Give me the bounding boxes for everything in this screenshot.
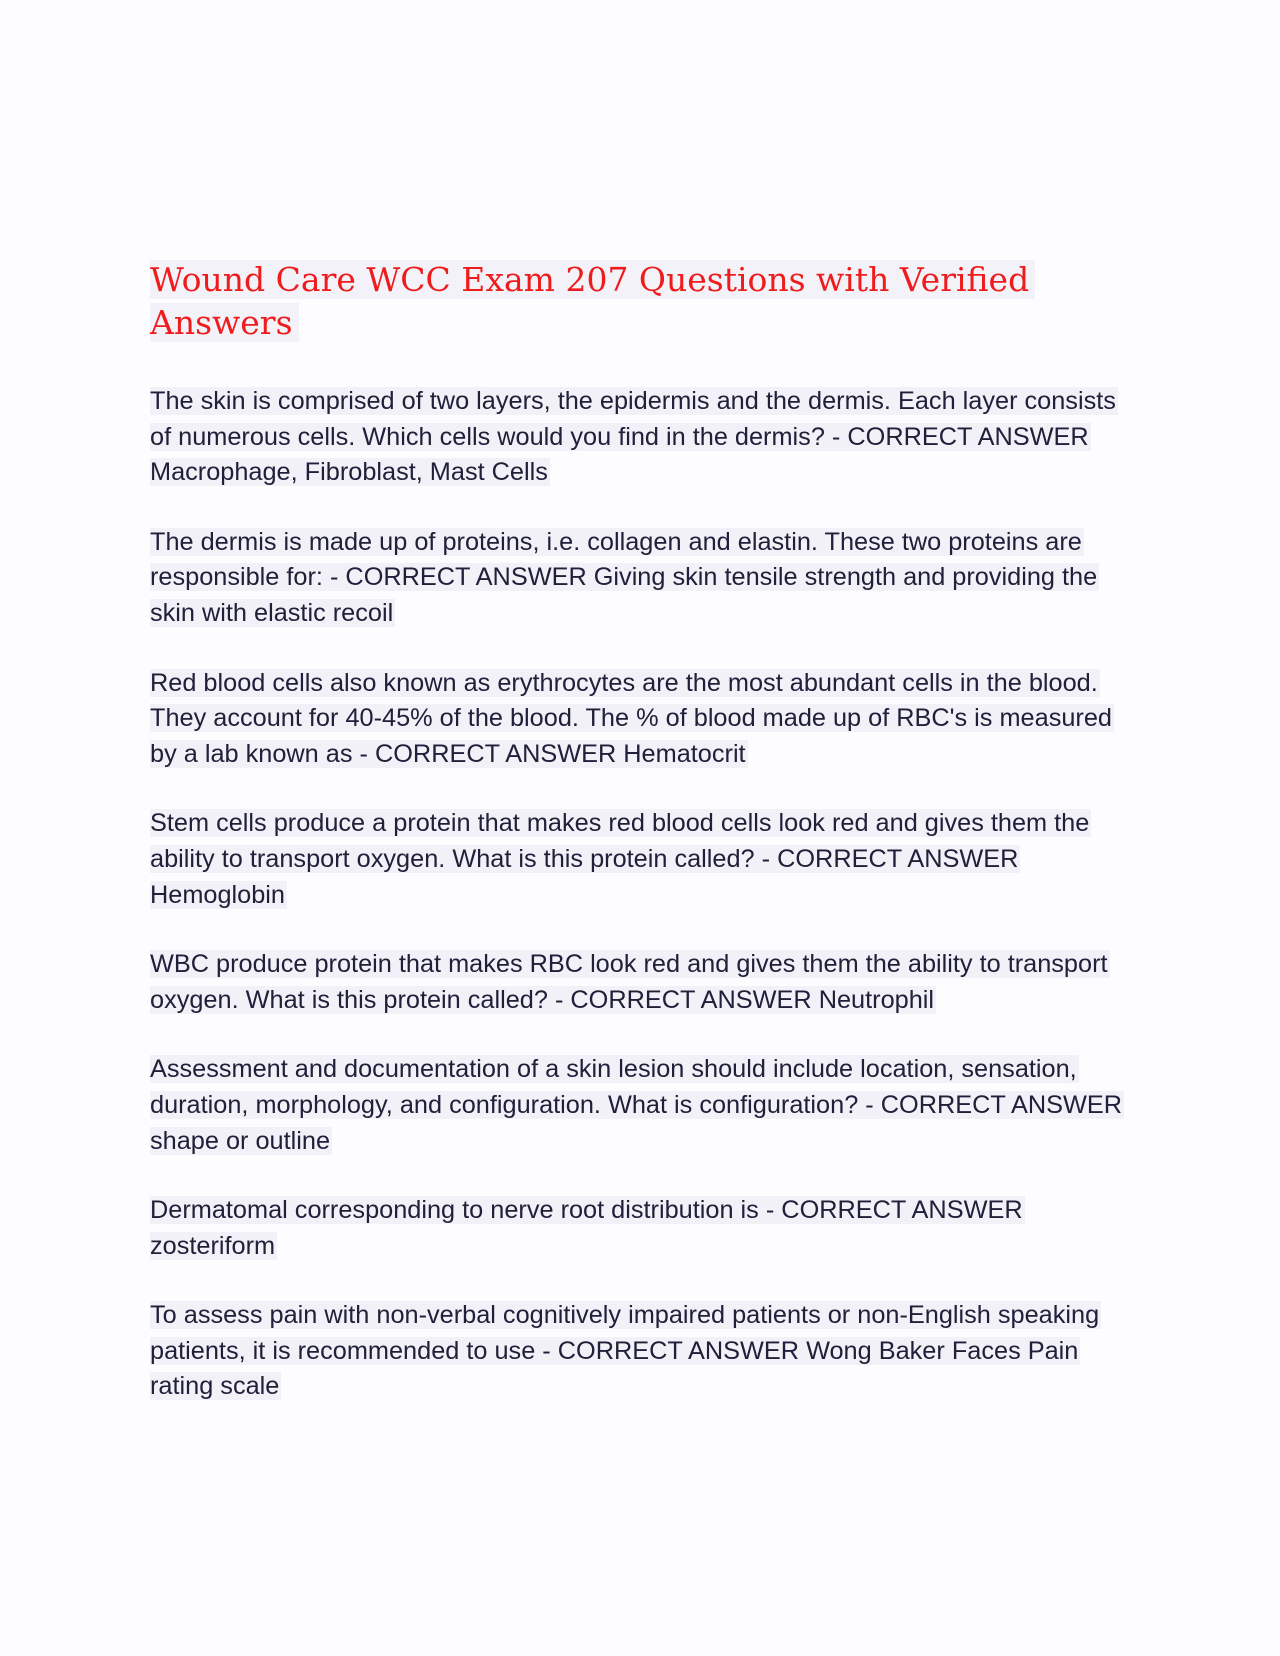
qa-item-text: Stem cells produce a protein that makes red blood cells look red and gives them the ability to transport oxygen. What is this protein called? - CORRECT ANSWER Hemoglobin bbox=[150, 809, 1090, 909]
qa-item-text: The skin is comprised of two layers, the epidermis and the dermis. Each layer consists of numerous cells. Which cells would you find in the dermis? - CORRECT ANSWER Macrophage, Fibroblast, Mast Cells bbox=[150, 387, 1116, 487]
qa-list bbox=[150, 384, 1140, 1405]
qa-item bbox=[150, 525, 1140, 632]
qa-item bbox=[150, 384, 1140, 491]
qa-item-text: Dermatomal corresponding to nerve root distribution is - CORRECT ANSWER zosteriform bbox=[150, 1196, 1023, 1260]
qa-item bbox=[150, 666, 1140, 773]
document-title bbox=[150, 258, 1140, 344]
qa-item-text: The dermis is made up of proteins, i.e. collagen and elastin. These two proteins are responsible for: - CORRECT ANSWER Giving skin tensile strength and providing the skin with elastic recoil bbox=[150, 527, 1098, 627]
qa-item bbox=[150, 1193, 1140, 1264]
qa-item-text: WBC produce protein that makes RBC look red and gives them the ability to transport oxygen. What is this protein called? - CORRECT ANSWER Neutrophil bbox=[150, 950, 1108, 1014]
qa-item bbox=[150, 1298, 1140, 1405]
qa-item bbox=[150, 806, 1140, 913]
qa-item-text: Red blood cells also known as erythrocytes are the most abundant cells in the blood. They account for 40-45% of the blood. The % of blood made up of RBC's is measured by a lab known as - CORRECT ANSWER Hematocrit bbox=[150, 668, 1112, 768]
qa-item bbox=[150, 1052, 1140, 1159]
document-title-text: Wound Care WCC Exam 207 Questions with Verified Answers bbox=[150, 260, 1035, 342]
qa-item-text: To assess pain with non-verbal cognitively impaired patients or non-English speaking patients, it is recommended to use - CORRECT ANSWER Wong Baker Faces Pain rating scale bbox=[150, 1301, 1100, 1401]
qa-item-text: Assessment and documentation of a skin lesion should include location, sensation, duration, morphology, and configuration. What is configuration? - CORRECT ANSWER shape or outline bbox=[150, 1055, 1123, 1155]
qa-item bbox=[150, 947, 1140, 1018]
document-page bbox=[150, 258, 1140, 1439]
